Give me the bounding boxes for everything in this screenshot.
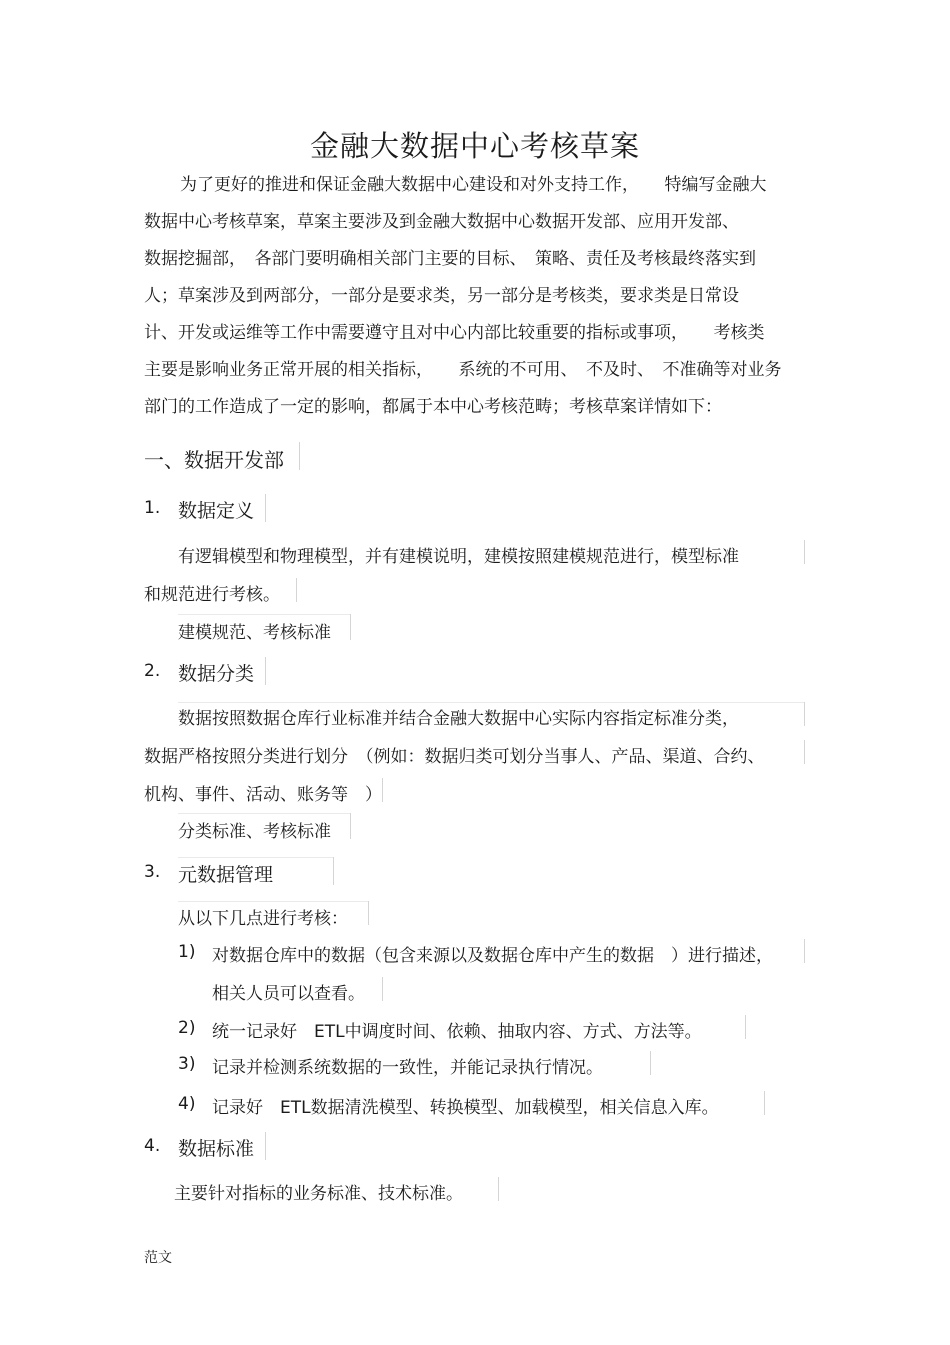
item-number: 1. bbox=[144, 498, 161, 518]
intro-line: 人；草案涉及到两部分，一部分是要求类，另一部分是考核类，要求类是日常设 bbox=[144, 286, 739, 306]
paragraph-line: 有逻辑模型和物理模型，并有建模说明，建模按照建模规范进行，模型标准 bbox=[178, 547, 739, 567]
sub-number: 2) bbox=[178, 1018, 196, 1038]
document-title: 金融大数据中心考核草案 bbox=[309, 129, 640, 163]
sub-number: 1) bbox=[178, 942, 196, 962]
intro-line: 主要是影响业务正常开展的相关指标， 系统的不可用、 不及时、 不准确等对业务 bbox=[144, 360, 782, 380]
intro-paragraph bbox=[144, 167, 782, 426]
sub-number: 3) bbox=[178, 1054, 196, 1074]
item-number: 3. bbox=[144, 862, 161, 882]
sub-line: 记录并检测系统数据的一致性，并能记录执行情况。 bbox=[212, 1058, 603, 1078]
item-title-data-classification: 数据分类 bbox=[178, 663, 255, 685]
item-title-metadata-management: 元数据管理 bbox=[178, 864, 274, 886]
intro-line: 为了更好的推进和保证金融大数据中心建设和对外支持工作， 特编写金融大 bbox=[180, 175, 767, 195]
intro-line: 数据中心考核草案，草案主要涉及到金融大数据中心数据开发部、应用开发部、 bbox=[144, 212, 739, 232]
sub-number: 4) bbox=[178, 1094, 196, 1114]
paragraph-line: 数据严格按照分类进行划分 （例如：数据归类可划分当事人、产品、渠道、合约、 bbox=[144, 747, 765, 767]
intro-line: 计、开发或运维等工作中需要遵守且对中心内部比较重要的指标或事项， 考核类 bbox=[144, 323, 765, 343]
section-heading-data-dev: 一、数据开发部 bbox=[144, 448, 284, 472]
item-number: 2. bbox=[144, 661, 161, 681]
note-line: 建模规范、考核标准 bbox=[178, 623, 331, 643]
note-line: 分类标准、考核标准 bbox=[178, 822, 331, 842]
sub-line: 相关人员可以查看。 bbox=[212, 984, 365, 1004]
footer-label: 范文 bbox=[144, 1250, 172, 1266]
item-title-data-standard: 数据标准 bbox=[178, 1138, 255, 1160]
paragraph-line: 和规范进行考核。 bbox=[144, 585, 280, 605]
intro-line: 部门的工作造成了一定的影响，都属于本中心考核范畴；考核草案详情如下： bbox=[144, 397, 722, 417]
item-number: 4. bbox=[144, 1136, 161, 1156]
paragraph-line: 机构、事件、活动、账务等 ） bbox=[144, 785, 382, 805]
paragraph-line: 主要针对指标的业务标准、技术标准。 bbox=[174, 1184, 463, 1204]
sub-line: 对数据仓库中的数据（包含来源以及数据仓库中产生的数据 ）进行描述， bbox=[212, 946, 773, 966]
paragraph-line: 数据按照数据仓库行业标准并结合金融大数据中心实际内容指定标准分类， bbox=[178, 709, 739, 729]
intro-line: 数据挖掘部， 各部门要明确相关部门主要的目标、 策略、责任及考核最终落实到 bbox=[144, 249, 756, 269]
item-title-data-definition: 数据定义 bbox=[178, 500, 255, 522]
sub-line: 统一记录好 ETL中调度时间、依赖、抽取内容、方式、方法等。 bbox=[212, 1022, 702, 1042]
lead-line: 从以下几点进行考核： bbox=[178, 909, 348, 929]
sub-line: 记录好 ETL数据清洗模型、转换模型、加载模型，相关信息入库。 bbox=[212, 1098, 719, 1118]
